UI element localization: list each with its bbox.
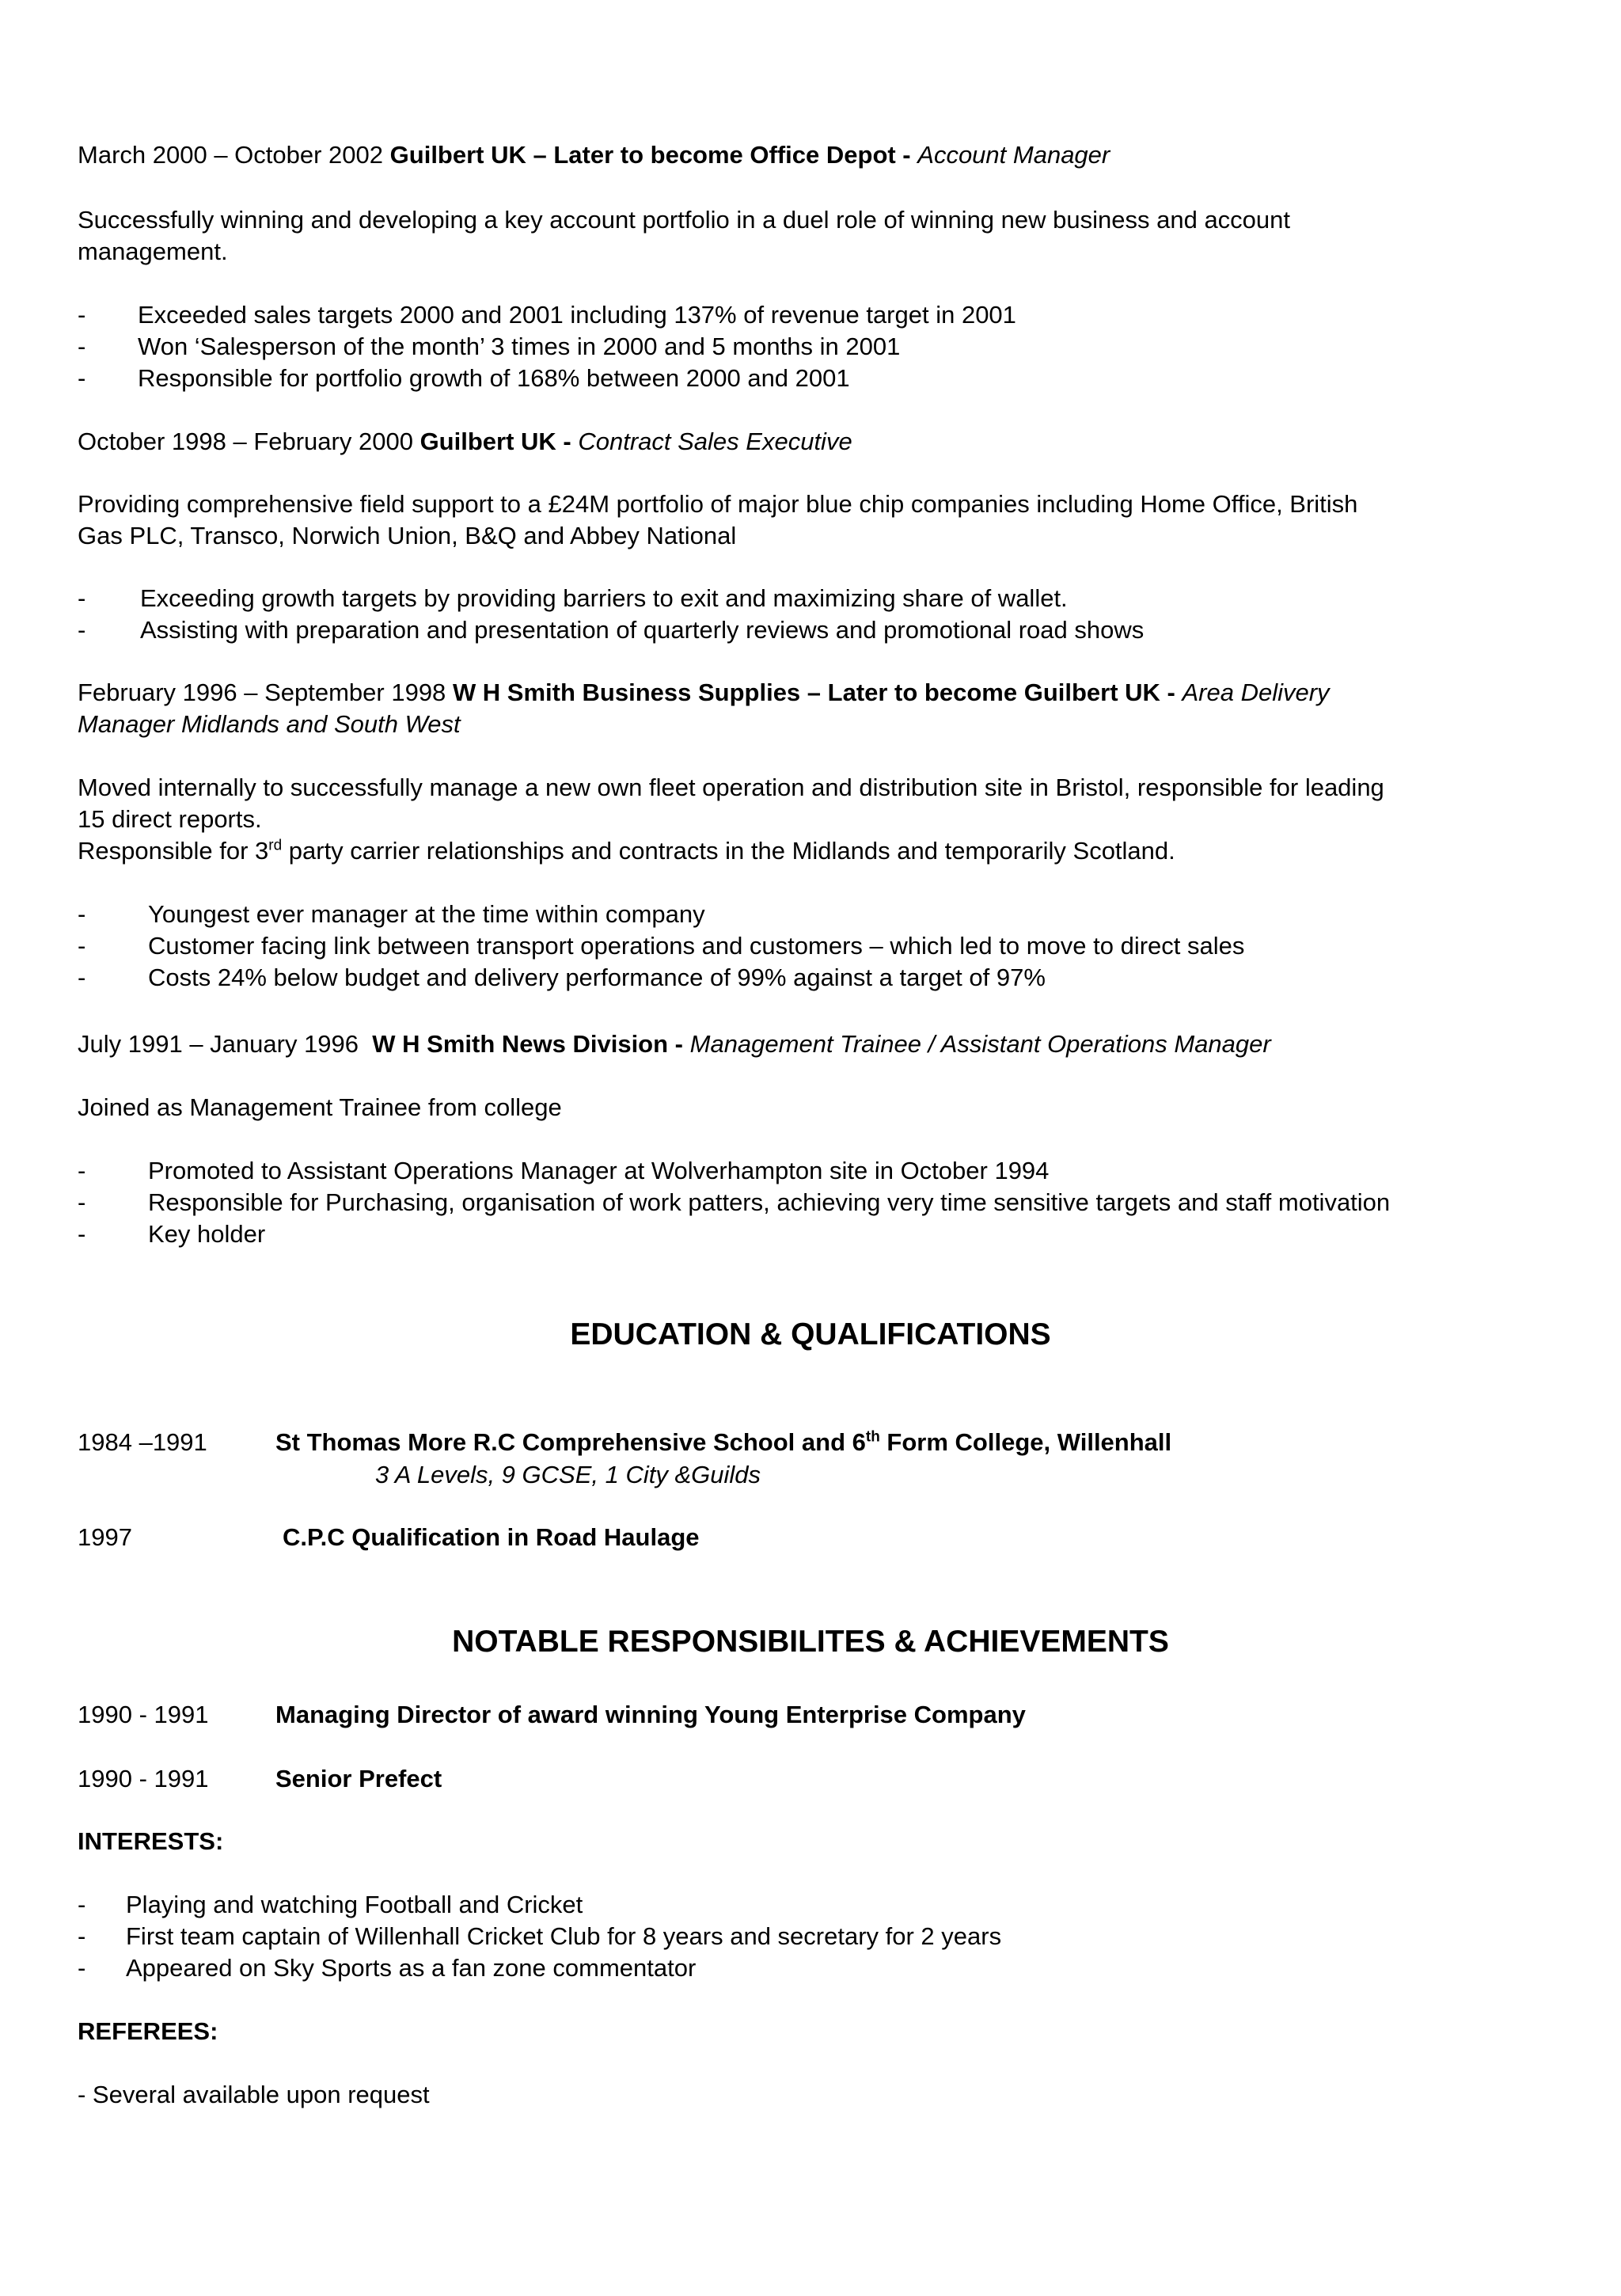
job-4-role: Management Trainee / Assistant Operations Manager [689, 1030, 1271, 1058]
bullet-marker: - [78, 1220, 86, 1248]
job-1-bullet-1: Exceeded sales targets 2000 and 2001 including 137% of revenue target in 2001 [138, 301, 1016, 329]
achievement-2-title: Senior Prefect [275, 1765, 442, 1792]
referees-text: - Several available upon request [78, 2081, 430, 2108]
interest-2: First team captain of Willenhall Cricket Club for 8 years and secretary for 2 years [126, 1922, 1002, 1950]
job-3-company: W H Smith Business Supplies – Later to become Guilbert UK - [452, 679, 1175, 706]
bullet-marker: - [78, 1922, 86, 1950]
education-2-title: C.P.C Qualification in Road Haulage [283, 1523, 700, 1551]
achievement-1-years: 1990 - 1991 [78, 1701, 209, 1728]
job-3-summary-line2: 15 direct reports. [78, 805, 262, 833]
bullet-marker: - [78, 900, 86, 928]
job-3-bullet-3: Costs 24% below budget and delivery performance of 99% against a target of 97% [148, 964, 1046, 991]
education-1-detail [375, 1459, 761, 1491]
job-2-header [78, 426, 852, 458]
job-3-summary-line3-post: party carrier relationships and contracts in the Midlands and temporarily Scotland. [282, 837, 1175, 865]
interest-3: Appeared on Sky Sports as a fan zone commentator [126, 1954, 697, 1982]
bullet-marker: - [78, 932, 86, 960]
education-1-title [275, 1427, 1171, 1458]
interest-1: Playing and watching Football and Cricket [126, 1891, 583, 1918]
achievement-1-title: Managing Director of award winning Young Enterprise Company [275, 1701, 1026, 1728]
job-3-role: Area Delivery [1182, 679, 1330, 706]
referees-heading: REFEREES: [78, 2017, 218, 2045]
job-1-bullet-2: Won ‘Salesperson of the month’ 3 times in 2000 and 5 months in 2001 [138, 333, 901, 360]
bullet-marker: - [78, 584, 86, 612]
bullet-marker: - [78, 333, 86, 360]
bullet-marker: - [78, 1891, 86, 1918]
bullet-marker: - [78, 301, 86, 329]
job-4-company: W H Smith News Division - [372, 1030, 683, 1058]
education-1-detail-text: 3 A Levels, 9 GCSE, 1 City &Guilds [375, 1461, 761, 1488]
education-1-years: 1984 –1991 [78, 1428, 207, 1456]
job-3-bullet-1: Youngest ever manager at the time within company [148, 900, 705, 928]
education-1-title-sup: th [865, 1428, 880, 1446]
job-2-company: Guilbert UK - [419, 428, 571, 455]
job-4-dates: July 1991 – January 1996 [78, 1030, 359, 1058]
education-1-title-post: Form College, Willenhall [879, 1428, 1172, 1456]
job-4-bullet-1: Promoted to Assistant Operations Manager at Wolverhampton site in October 1994 [148, 1157, 1050, 1184]
job-3-summary-line3 [78, 835, 1175, 867]
education-heading: EDUCATION & QUALIFICATIONS [570, 1317, 1051, 1351]
job-3-dates: February 1996 – September 1998 [78, 679, 446, 706]
job-4-bullet-3: Key holder [148, 1220, 266, 1248]
job-4-summary-line1: Joined as Management Trainee from college [78, 1093, 562, 1121]
job-2-bullet-1: Exceeding growth targets by providing barriers to exit and maximizing share of wallet. [140, 584, 1068, 612]
job-3-bullet-2: Customer facing link between transport operations and customers – which led to move to direct sales [148, 932, 1245, 960]
job-1-summary-line2: management. [78, 238, 228, 265]
job-1-company: Guilbert UK – Later to become Office Depot - [389, 141, 911, 169]
job-3-role-line2 [78, 709, 461, 740]
job-1-summary-line1: Successfully winning and developing a key account portfolio in a duel role of winning new business and account [78, 206, 1291, 234]
job-2-summary-line2: Gas PLC, Transco, Norwich Union, B&Q and Abbey National [78, 522, 737, 549]
bullet-marker: - [78, 1157, 86, 1184]
job-3-summary-line3-pre: Responsible for 3 [78, 837, 269, 865]
job-4-bullet-2: Responsible for Purchasing, organisation of work patters, achieving very time sensitive targets and staff motivation [148, 1188, 1391, 1216]
education-1-title-pre: St Thomas More R.C Comprehensive School and 6 [275, 1428, 866, 1456]
achievements-heading: NOTABLE RESPONSIBILITES & ACHIEVEMENTS [452, 1625, 1169, 1659]
job-2-summary-line1: Providing comprehensive field support to a £24M portfolio of major blue chip companies including Home Office, British [78, 490, 1358, 518]
achievement-2-years: 1990 - 1991 [78, 1765, 209, 1792]
job-1-header [78, 139, 1110, 171]
job-1-bullet-3: Responsible for portfolio growth of 168% between 2000 and 2001 [138, 364, 850, 392]
bullet-marker: - [78, 616, 86, 644]
job-3-summary-line3-sup: rd [268, 837, 283, 854]
job-1-role: Account Manager [917, 141, 1110, 169]
bullet-marker: - [78, 964, 86, 991]
job-2-dates: October 1998 – February 2000 [78, 428, 413, 455]
job-3-header [78, 677, 1330, 709]
bullet-marker: - [78, 364, 86, 392]
job-4-header [78, 1028, 1271, 1060]
job-2-role: Contract Sales Executive [578, 428, 852, 455]
education-2-years: 1997 [78, 1523, 132, 1551]
job-3-summary-line1: Moved internally to successfully manage a new own fleet operation and distribution site in Bristol, responsible for leading [78, 774, 1384, 801]
interests-heading: INTERESTS: [78, 1827, 224, 1855]
job-1-dates: March 2000 – October 2002 [78, 141, 384, 169]
bullet-marker: - [78, 1188, 86, 1216]
bullet-marker: - [78, 1954, 86, 1982]
job-3-role-continued: Manager Midlands and South West [78, 710, 461, 738]
job-2-bullet-2: Assisting with preparation and presentation of quarterly reviews and promotional road shows [140, 616, 1145, 644]
